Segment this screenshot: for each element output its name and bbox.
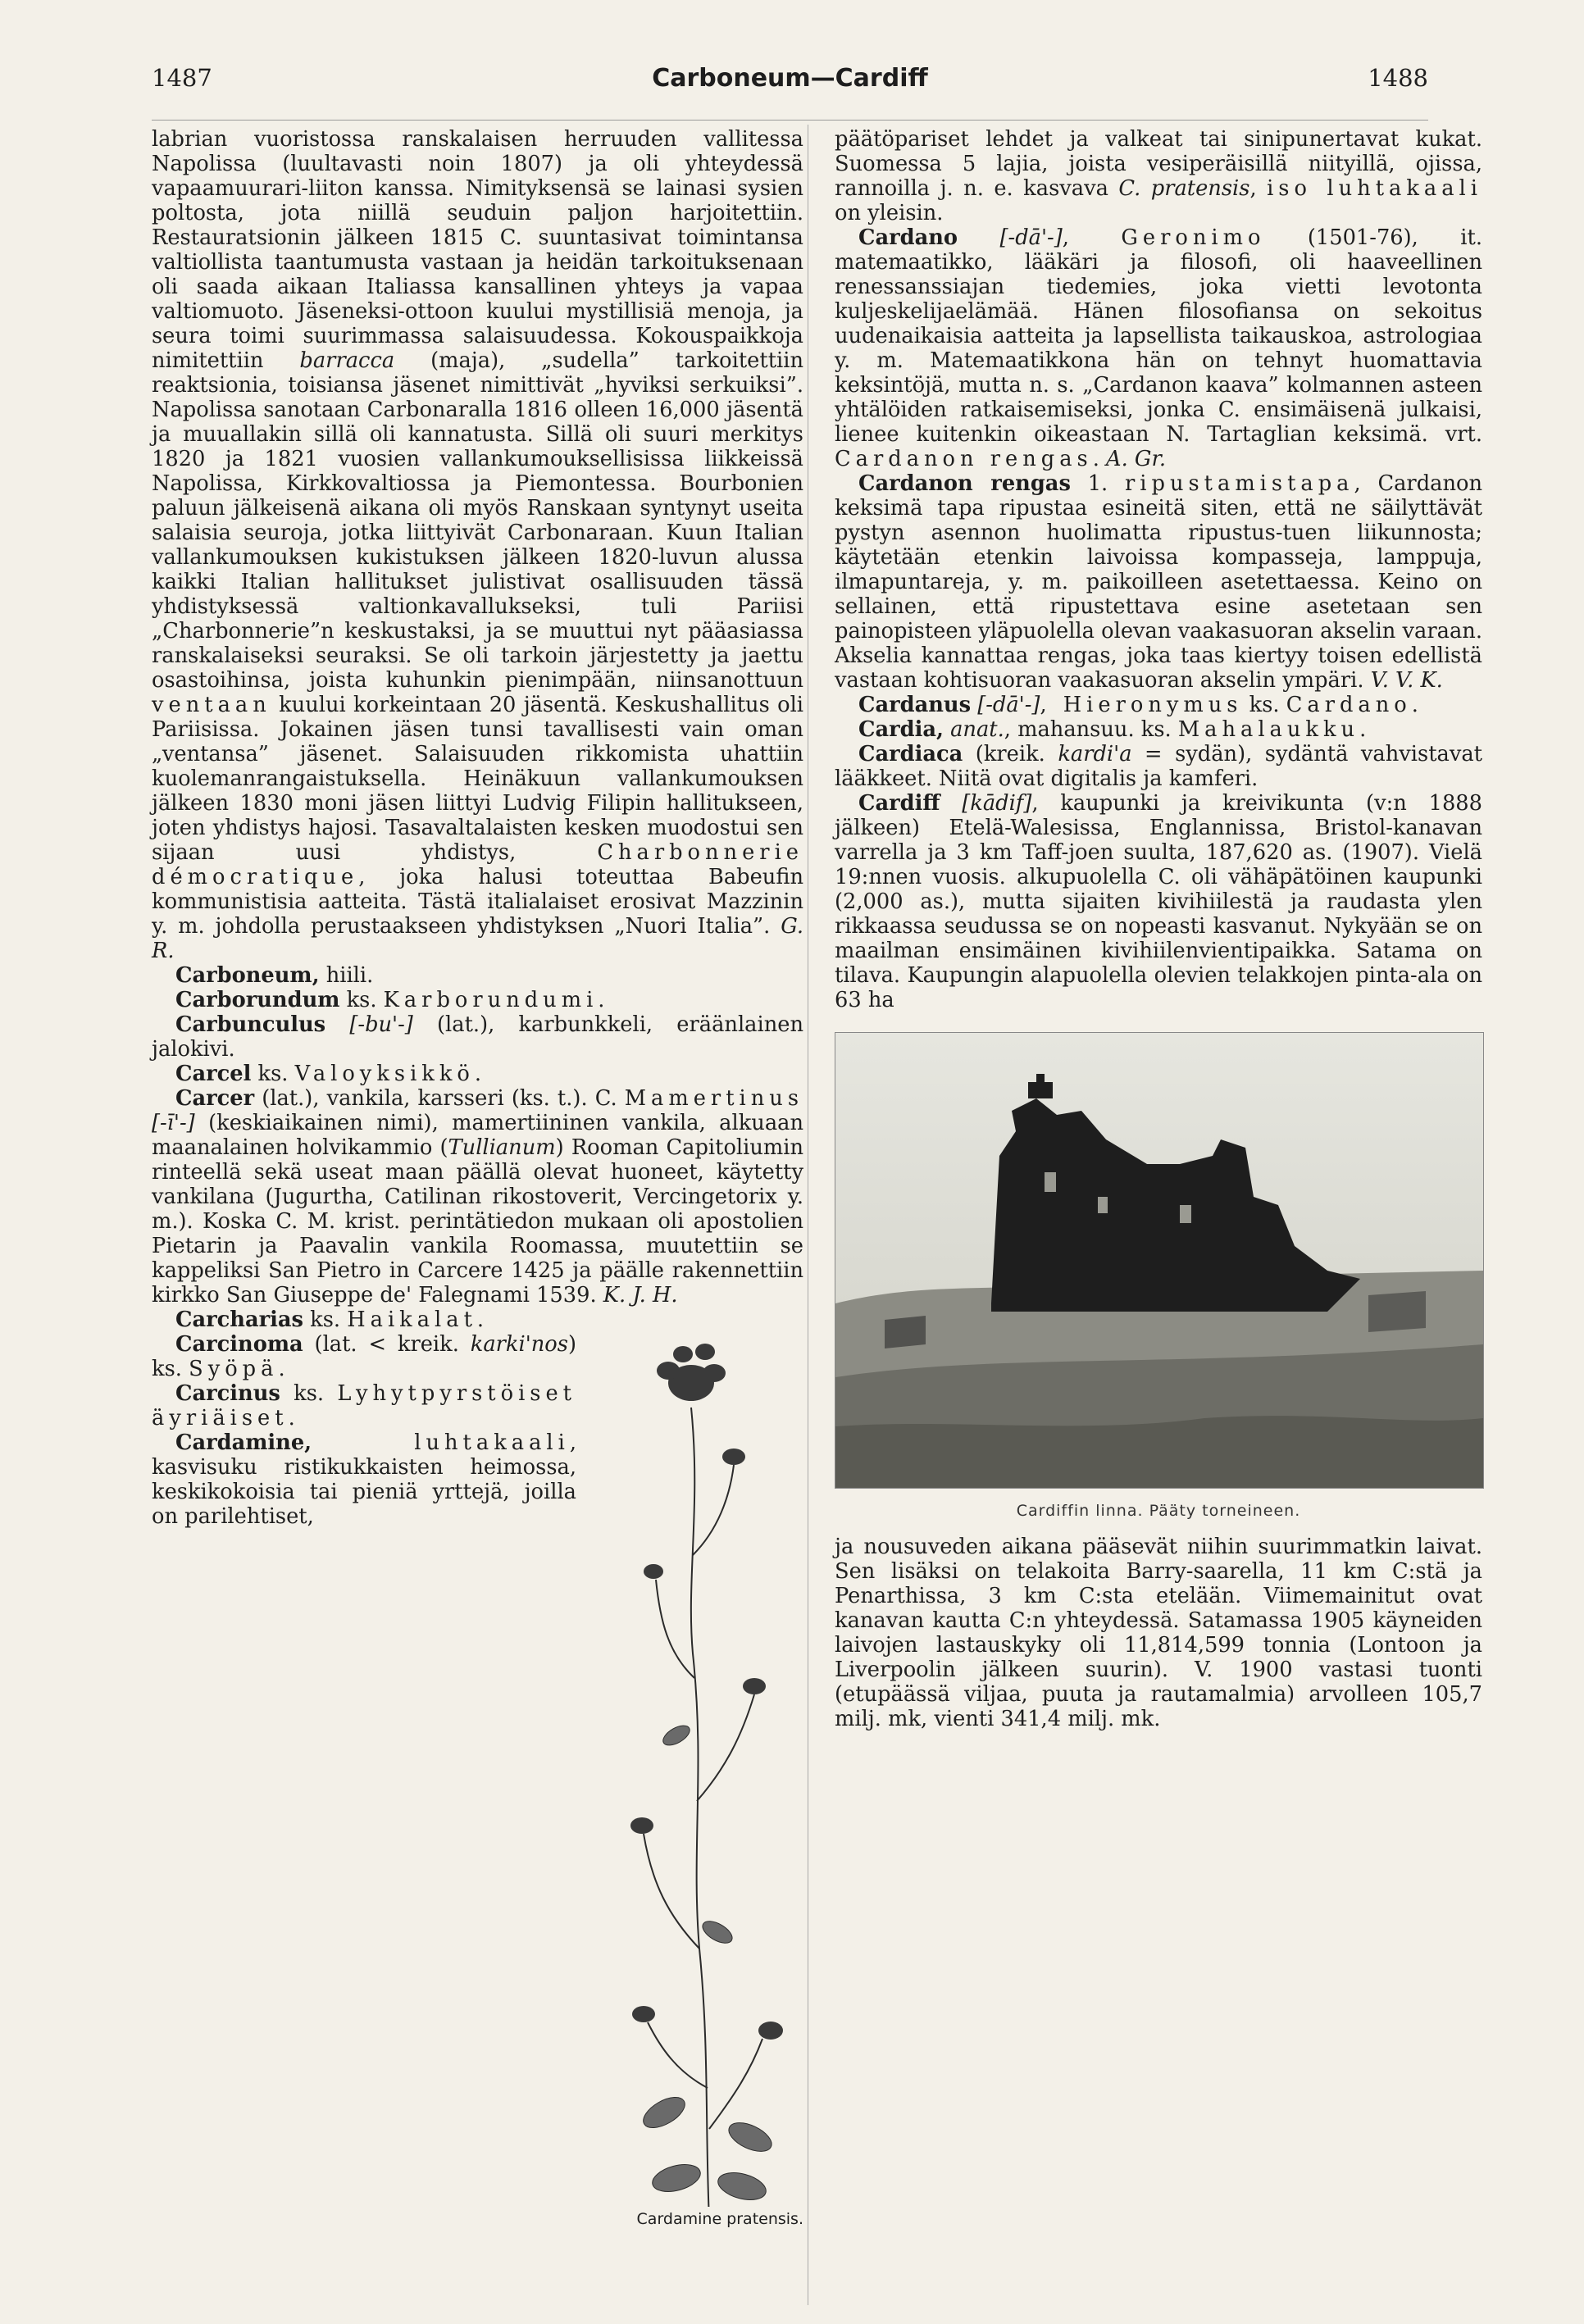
entry-carborundum: Carborundum ks. Karborundumi.	[175, 988, 605, 1012]
cardiff-castle-figure	[835, 1032, 1482, 1523]
cardiff-castle-photo	[835, 1032, 1484, 1489]
entry-carcer: Carcer (lat.), vankila, karsseri (ks. t.). C. Mamertinus [-ī'-] (keskiaikainen nimi), mamertiininen vankila, alkuaan maanalainen holvikammio (Tullianum) Rooman Capitoliumin rinteellä sekä useat maan päällä olevat huoneet, käytetty vankilana (Jugurtha, Catilinan rikostoverit, Vercingetorix y. m.). Koska C. M. krist. perintätiedon mukaan oli apostolien Pietarin ja Paavalin vankila Roomassa, muutettiin se kappeliksi San Pietro in Carcere 1425 ja päälle rakennettiin kirkko San Giuseppe de' Falegnami 1539. Cardamine pratensis. K. J. H.	[152, 1086, 803, 1308]
entry-cardiff: Cardiff [kādif], kaupunki ja kreivikunta (v:n 1888 jälkeen) Etelä-Walesissa, Englannissa, Bristol-kanavan varrella ja 3 km Taff-joen suulta, 187,620 as. (1907). Vielä 19:nnen vuosis. alkupuolella C. oli vähäpätöinen kaupunki (2,000 as.), mutta sijaiten kivihiilestä ja raudasta ylen rikkaassa seudussa se on nopeasti kasvanut. Nykyään se on maailman ensimäinen kivihiilenvientipaikka. Satama on tilava. Kaupungin alapuolella olevien telakkojen pinta-ala on 63 ha	[835, 791, 1482, 1012]
entry-cardia: Cardia, anat., mahansuu. ks. Mahalaukku.	[858, 717, 1367, 742]
left-column	[152, 127, 803, 2231]
entry-carbunculus: Carbunculus [-bu'-] (lat.), karbunkkeli, eräänlainen jalokivi.	[152, 1012, 803, 1062]
right-column	[835, 127, 1482, 1731]
page-header	[152, 64, 1428, 97]
entry-carcinus: Carcinus ks. Lyhytpyrstöiset äyriäiset.	[152, 1381, 576, 1430]
entry-cardano: Cardano [-dā'-], Geronimo (1501-76), it. matemaatikko, lääkäri ja filosofi, oli haaveellinen renessanssiajan tiedemies, joka vietti levotonta kuljeskelijaelämää. Hänen filosofiansa on sekoitus uudenaikaisia aatteita ja lapsellista taikauskoa, astrologiaa y. m. Matemaatikkona hän on tehnyt huomattavia keksintöjä, mutta n. s. „Cardanon kaava” kolmannen asteen yhtälöiden ratkaisemiseksi, jonka C. ensimäisenä julkaisi, lienee kuitenkin oikeastaan N. Tartaglian keksimä. vrt. Cardanon rengas. A. Gr.	[835, 225, 1482, 471]
cardamine-continuation: päätöpariset lehdet ja valkeat tai sinipunertavat kukat. Suomessa 5 lajia, joista vesiperäisillä niityillä, ojissa, rannoilla j. n. e. kasvava C. pratensis, iso luhtakaali on yleisin.	[835, 127, 1482, 225]
castle-photo-image	[835, 1033, 1483, 1488]
signature: V. V. K.	[1370, 668, 1443, 693]
entry-cardiaca: Cardiaca (kreik. kardi'a = sydän), sydäntä vahvistavat lääkkeet. Niitä ovat digitalis ja kamferi.	[835, 742, 1482, 791]
plant-caption: Cardamine pratensis.	[610, 2207, 803, 2231]
cardamine-plant-illustration	[586, 1309, 803, 2231]
photo-caption: Cardiffin linna. Pääty torneineen.	[1016, 1502, 1301, 1520]
header-rule	[152, 120, 1428, 121]
entry-carboneum: Carboneum, hiili.	[175, 963, 374, 988]
signature: G. R.	[152, 914, 804, 963]
entry-cardanon-rengas: Cardanon rengas 1. ripustamistapa, Cardanon keksimä tapa ripustaa esineitä siten, että ne säilyttävät pystyn asennon huolimatta ripustus-tuen liikunnosta; käytetään etenkin laivoissa kompasseja, lamppuja, ilmapuntareja, y. m. paikoilleen asetettaessa. Keino on sellainen, että ripustettava esine asetetaan sen painopisteen yläpuolella olevan vaakasuoran akselin varaan. Akselia kannattaa rengas, joka taas kiertyy toisen edellistä vastaan kohtisuoran vaakasuoran akselin ympäri. V. V. K.	[835, 471, 1483, 693]
entry-carcel: Carcel ks. Valoyksikkö.	[175, 1062, 482, 1086]
entry-cardamine: Cardamine, luhtakaali, kasvisuku ristikukkaisten heimossa, keskikokoisia tai pieniä yrttejä, joilla on parilehtiset,	[152, 1430, 576, 1529]
entry-cardanus: Cardanus [-dā'-], Hieronymus ks. Cardano.	[858, 693, 1418, 717]
signature: A. Gr.	[1106, 447, 1167, 471]
cardiff-continuation: ja nousuveden aikana pääsevät niihin suurimmatkin laivat. Sen lisäksi on telakoita Barry-saarella, 11 km C:stä ja Penarthissa, 3 km C:sta etelään. Viimemainitut ovat kanavan kautta C:n yhteydessä. Satamassa 1905 käyneiden laivojen lastauskyky oli 11,814,599 tonnia (Lontoon ja Liverpoolin jälkeen suurin). V. 1900 vastasi tuonti (etupäässä viljaa, puuta ja rautamalmia) arvolleen 105,7 milj. mk, vienti 341,4 milj. mk.	[835, 1535, 1482, 1731]
running-title: Carboneum—Cardiff	[652, 64, 928, 93]
right-page-number: 1488	[1368, 64, 1428, 92]
plant-illustration-wrap	[586, 1309, 803, 2231]
entry-carcinoma: Carcinoma (lat. < kreik. karki'nos) ks. Syöpä.	[152, 1332, 576, 1381]
signature: K. J. H.	[603, 1283, 678, 1308]
entry-carcharias: Carcharias ks. Haikalat.	[175, 1308, 485, 1332]
left-page-number: 1487	[152, 64, 212, 92]
carbonari-continuation: labrian vuoristossa ranskalaisen herruuden vallitessa Napolissa (luultavasti noin 1807) ja oli yhteydessä vapaamuurari-liiton kanssa. Nimityksensä se lainasi sysien poltosta, jota niillä seuduin paljon harjoitettiin. Restauratsionin jälkeen 1815 C. suuntasivat toimintansa valtiollista taantumusta vastaan ja heidän tarkoituksenaan oli saada aikaan Italiassa kansallinen yhteys ja vapaa valtiomuoto. Jäseneksi-ottoon kuului mystillisiä menoja, ja seura toimi suurimmassa salaisuudessa. Kokouspaikkoja nimitettiin barracca (maja), „sudella” tarkoitettiin reaktsionia, toisiansa jäsenet nimittivät „hyviksi serkuiksi”. Napolissa sanotaan Carbonaralla 1816 olleen 16,000 jäsentä ja muuallakin sillä oli kannatusta. Sillä oli suuri merkitys 1820 ja 1821 vuosien vallankumouksellisissa liikkeissä Napolissa, Kirkkovaltiossa ja Piemontessa. Bourbonien paluun jälkeisenä aikana oli myös Ranskaan syntynyt useita salaisia seuroja, jotka liittyivät Carbonaraan. Kuun Italian vallankumouksen kukistuksen jälkeen 1820-luvun alussa kaikki Italian hallitukset julistivat osallisuuden tässä yhdistyksessä valtionkavallukseksi, tuli Pariisi „Charbonnerie”n keskustaksi, ja se muuttui nyt pääasiassa ranskalaiseksi seuraksi. Se oli tarkoin järjestetty ja jaettu osastoihinsa, joista kuhunkin pienimpään, niinsanottuun ventaan kuului korkeintaan 20 jäsentä. Keskushallitus oli Pariisissa. Jokainen jäsen tunsi tavallisesti vain oman „ventansa” jäsenet. Salaisuuden rikkomista uhattiin kuolemanrangaistuksella. Heinäkuun vallankumouksen jälkeen 1830 moni jäsen liittyi Ludvig Filipin hallitukseen, joten yhdistys hajosi. Tasavaltalaisten kesken muodostui sen sijaan uusi yhdistys, Charbonnerie démocratique, joka halusi toteuttaa Babeufin kommunistisia aatteita. Tästä italialaiset erosivat Mazzinin y. m. johdolla perustaakseen yhdistyksen „Nuori Italia”. G. R.	[152, 127, 804, 963]
